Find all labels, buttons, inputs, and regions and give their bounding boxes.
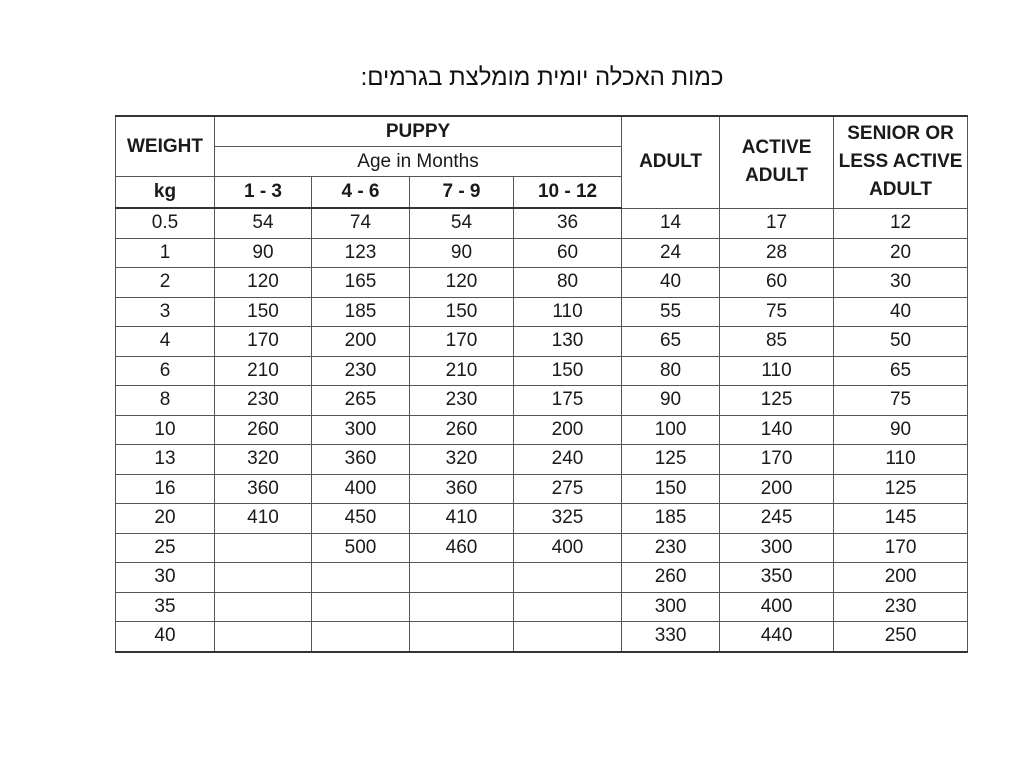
cell-puppy-10-12: 400	[514, 533, 622, 563]
cell-puppy-10-12	[514, 622, 622, 652]
cell-puppy-7-9	[410, 563, 514, 593]
header-senior-line3: ADULT	[869, 179, 933, 201]
cell-senior: 200	[834, 563, 968, 593]
cell-puppy-7-9: 230	[410, 386, 514, 416]
table-row	[116, 297, 968, 327]
table-row	[116, 622, 968, 652]
cell-adult: 90	[622, 386, 720, 416]
cell-puppy-7-9: 120	[410, 268, 514, 298]
table-row	[116, 504, 968, 534]
table-row	[116, 208, 968, 238]
header-weight: WEIGHT	[116, 116, 215, 177]
cell-adult: 125	[622, 445, 720, 475]
cell-puppy-4-6	[312, 563, 410, 593]
cell-weight: 40	[116, 622, 215, 652]
cell-puppy-10-12: 175	[514, 386, 622, 416]
cell-adult: 300	[622, 592, 720, 622]
cell-senior: 20	[834, 238, 968, 268]
cell-puppy-4-6: 300	[312, 415, 410, 445]
cell-puppy-10-12: 325	[514, 504, 622, 534]
header-kg: kg	[116, 177, 215, 209]
cell-puppy-4-6	[312, 622, 410, 652]
cell-adult: 40	[622, 268, 720, 298]
cell-puppy-1-3: 54	[215, 208, 312, 238]
cell-puppy-10-12: 80	[514, 268, 622, 298]
cell-senior: 125	[834, 474, 968, 504]
cell-senior: 145	[834, 504, 968, 534]
header-puppy: PUPPY	[215, 116, 622, 147]
table-row	[116, 445, 968, 475]
cell-puppy-4-6: 200	[312, 327, 410, 357]
cell-puppy-10-12: 200	[514, 415, 622, 445]
cell-senior: 65	[834, 356, 968, 386]
cell-puppy-1-3: 170	[215, 327, 312, 357]
cell-weight: 30	[116, 563, 215, 593]
cell-puppy-7-9: 90	[410, 238, 514, 268]
cell-puppy-10-12: 150	[514, 356, 622, 386]
header-active-adult-line2: ADULT	[745, 165, 809, 187]
cell-active-adult: 17	[720, 208, 834, 238]
cell-puppy-1-3: 150	[215, 297, 312, 327]
cell-active-adult: 400	[720, 592, 834, 622]
cell-adult: 100	[622, 415, 720, 445]
cell-senior: 12	[834, 208, 968, 238]
cell-puppy-4-6: 400	[312, 474, 410, 504]
cell-puppy-1-3: 260	[215, 415, 312, 445]
cell-senior: 90	[834, 415, 968, 445]
cell-puppy-4-6: 500	[312, 533, 410, 563]
cell-active-adult: 85	[720, 327, 834, 357]
header-age-1-3: 1 - 3	[215, 177, 312, 209]
cell-weight: 25	[116, 533, 215, 563]
table-body	[116, 208, 968, 652]
table-row	[116, 327, 968, 357]
cell-puppy-7-9: 210	[410, 356, 514, 386]
cell-weight: 4	[116, 327, 215, 357]
cell-weight: 8	[116, 386, 215, 416]
cell-adult: 24	[622, 238, 720, 268]
cell-puppy-1-3	[215, 563, 312, 593]
cell-active-adult: 440	[720, 622, 834, 652]
cell-puppy-4-6: 265	[312, 386, 410, 416]
cell-puppy-10-12: 36	[514, 208, 622, 238]
cell-puppy-1-3: 410	[215, 504, 312, 534]
cell-weight: 13	[116, 445, 215, 475]
cell-puppy-4-6	[312, 592, 410, 622]
cell-adult: 150	[622, 474, 720, 504]
header-adult: ADULT	[622, 116, 720, 208]
cell-weight: 3	[116, 297, 215, 327]
cell-puppy-1-3	[215, 533, 312, 563]
table-row	[116, 386, 968, 416]
cell-senior: 40	[834, 297, 968, 327]
table-row	[116, 238, 968, 268]
cell-puppy-1-3: 230	[215, 386, 312, 416]
cell-puppy-1-3: 210	[215, 356, 312, 386]
cell-puppy-10-12: 240	[514, 445, 622, 475]
cell-puppy-7-9: 320	[410, 445, 514, 475]
cell-weight: 35	[116, 592, 215, 622]
table-header	[116, 116, 968, 208]
header-age-10-12: 10 - 12	[514, 177, 622, 209]
cell-puppy-1-3: 90	[215, 238, 312, 268]
cell-weight: 6	[116, 356, 215, 386]
cell-puppy-7-9: 260	[410, 415, 514, 445]
header-senior-line1: SENIOR OR	[847, 123, 954, 145]
cell-puppy-1-3: 120	[215, 268, 312, 298]
cell-puppy-4-6: 165	[312, 268, 410, 298]
table-row	[116, 592, 968, 622]
cell-adult: 55	[622, 297, 720, 327]
cell-puppy-10-12: 60	[514, 238, 622, 268]
table-row	[116, 533, 968, 563]
cell-weight: 2	[116, 268, 215, 298]
cell-active-adult: 350	[720, 563, 834, 593]
header-senior	[834, 116, 968, 208]
cell-senior: 250	[834, 622, 968, 652]
cell-active-adult: 28	[720, 238, 834, 268]
cell-puppy-1-3	[215, 592, 312, 622]
cell-active-adult: 140	[720, 415, 834, 445]
header-age-in-months: Age in Months	[215, 147, 622, 177]
cell-active-adult: 110	[720, 356, 834, 386]
cell-puppy-1-3: 320	[215, 445, 312, 475]
cell-active-adult: 170	[720, 445, 834, 475]
cell-adult: 260	[622, 563, 720, 593]
cell-senior: 50	[834, 327, 968, 357]
cell-senior: 30	[834, 268, 968, 298]
cell-puppy-7-9	[410, 592, 514, 622]
cell-senior: 75	[834, 386, 968, 416]
cell-puppy-1-3	[215, 622, 312, 652]
cell-puppy-7-9: 170	[410, 327, 514, 357]
table-row	[116, 415, 968, 445]
cell-puppy-4-6: 230	[312, 356, 410, 386]
header-age-4-6: 4 - 6	[312, 177, 410, 209]
cell-puppy-7-9: 410	[410, 504, 514, 534]
cell-active-adult: 125	[720, 386, 834, 416]
cell-weight: 0.5	[116, 208, 215, 238]
cell-puppy-10-12	[514, 563, 622, 593]
cell-senior: 170	[834, 533, 968, 563]
table-row	[116, 563, 968, 593]
cell-puppy-7-9: 460	[410, 533, 514, 563]
cell-puppy-7-9: 360	[410, 474, 514, 504]
header-age-7-9: 7 - 9	[410, 177, 514, 209]
cell-active-adult: 200	[720, 474, 834, 504]
header-active-adult	[720, 116, 834, 208]
page-title: כמות האכלה יומית מומלצת בגרמים:	[360, 64, 724, 91]
cell-puppy-4-6: 360	[312, 445, 410, 475]
cell-adult: 185	[622, 504, 720, 534]
cell-active-adult: 245	[720, 504, 834, 534]
cell-puppy-10-12: 110	[514, 297, 622, 327]
cell-puppy-10-12	[514, 592, 622, 622]
cell-puppy-7-9	[410, 622, 514, 652]
cell-puppy-4-6: 185	[312, 297, 410, 327]
cell-weight: 16	[116, 474, 215, 504]
header-senior-line2: LESS ACTIVE	[838, 151, 963, 173]
cell-senior: 230	[834, 592, 968, 622]
cell-puppy-7-9: 150	[410, 297, 514, 327]
cell-active-adult: 75	[720, 297, 834, 327]
cell-adult: 14	[622, 208, 720, 238]
cell-puppy-4-6: 123	[312, 238, 410, 268]
cell-puppy-4-6: 74	[312, 208, 410, 238]
cell-weight: 1	[116, 238, 215, 268]
table-row	[116, 268, 968, 298]
cell-weight: 10	[116, 415, 215, 445]
cell-puppy-4-6: 450	[312, 504, 410, 534]
cell-puppy-1-3: 360	[215, 474, 312, 504]
cell-puppy-7-9: 54	[410, 208, 514, 238]
cell-puppy-10-12: 275	[514, 474, 622, 504]
cell-adult: 65	[622, 327, 720, 357]
feeding-table	[115, 115, 968, 653]
cell-adult: 80	[622, 356, 720, 386]
table-row	[116, 356, 968, 386]
cell-senior: 110	[834, 445, 968, 475]
header-active-adult-line1: ACTIVE	[741, 137, 812, 159]
cell-adult: 230	[622, 533, 720, 563]
cell-adult: 330	[622, 622, 720, 652]
cell-weight: 20	[116, 504, 215, 534]
cell-active-adult: 300	[720, 533, 834, 563]
table-row	[116, 474, 968, 504]
cell-active-adult: 60	[720, 268, 834, 298]
cell-puppy-10-12: 130	[514, 327, 622, 357]
